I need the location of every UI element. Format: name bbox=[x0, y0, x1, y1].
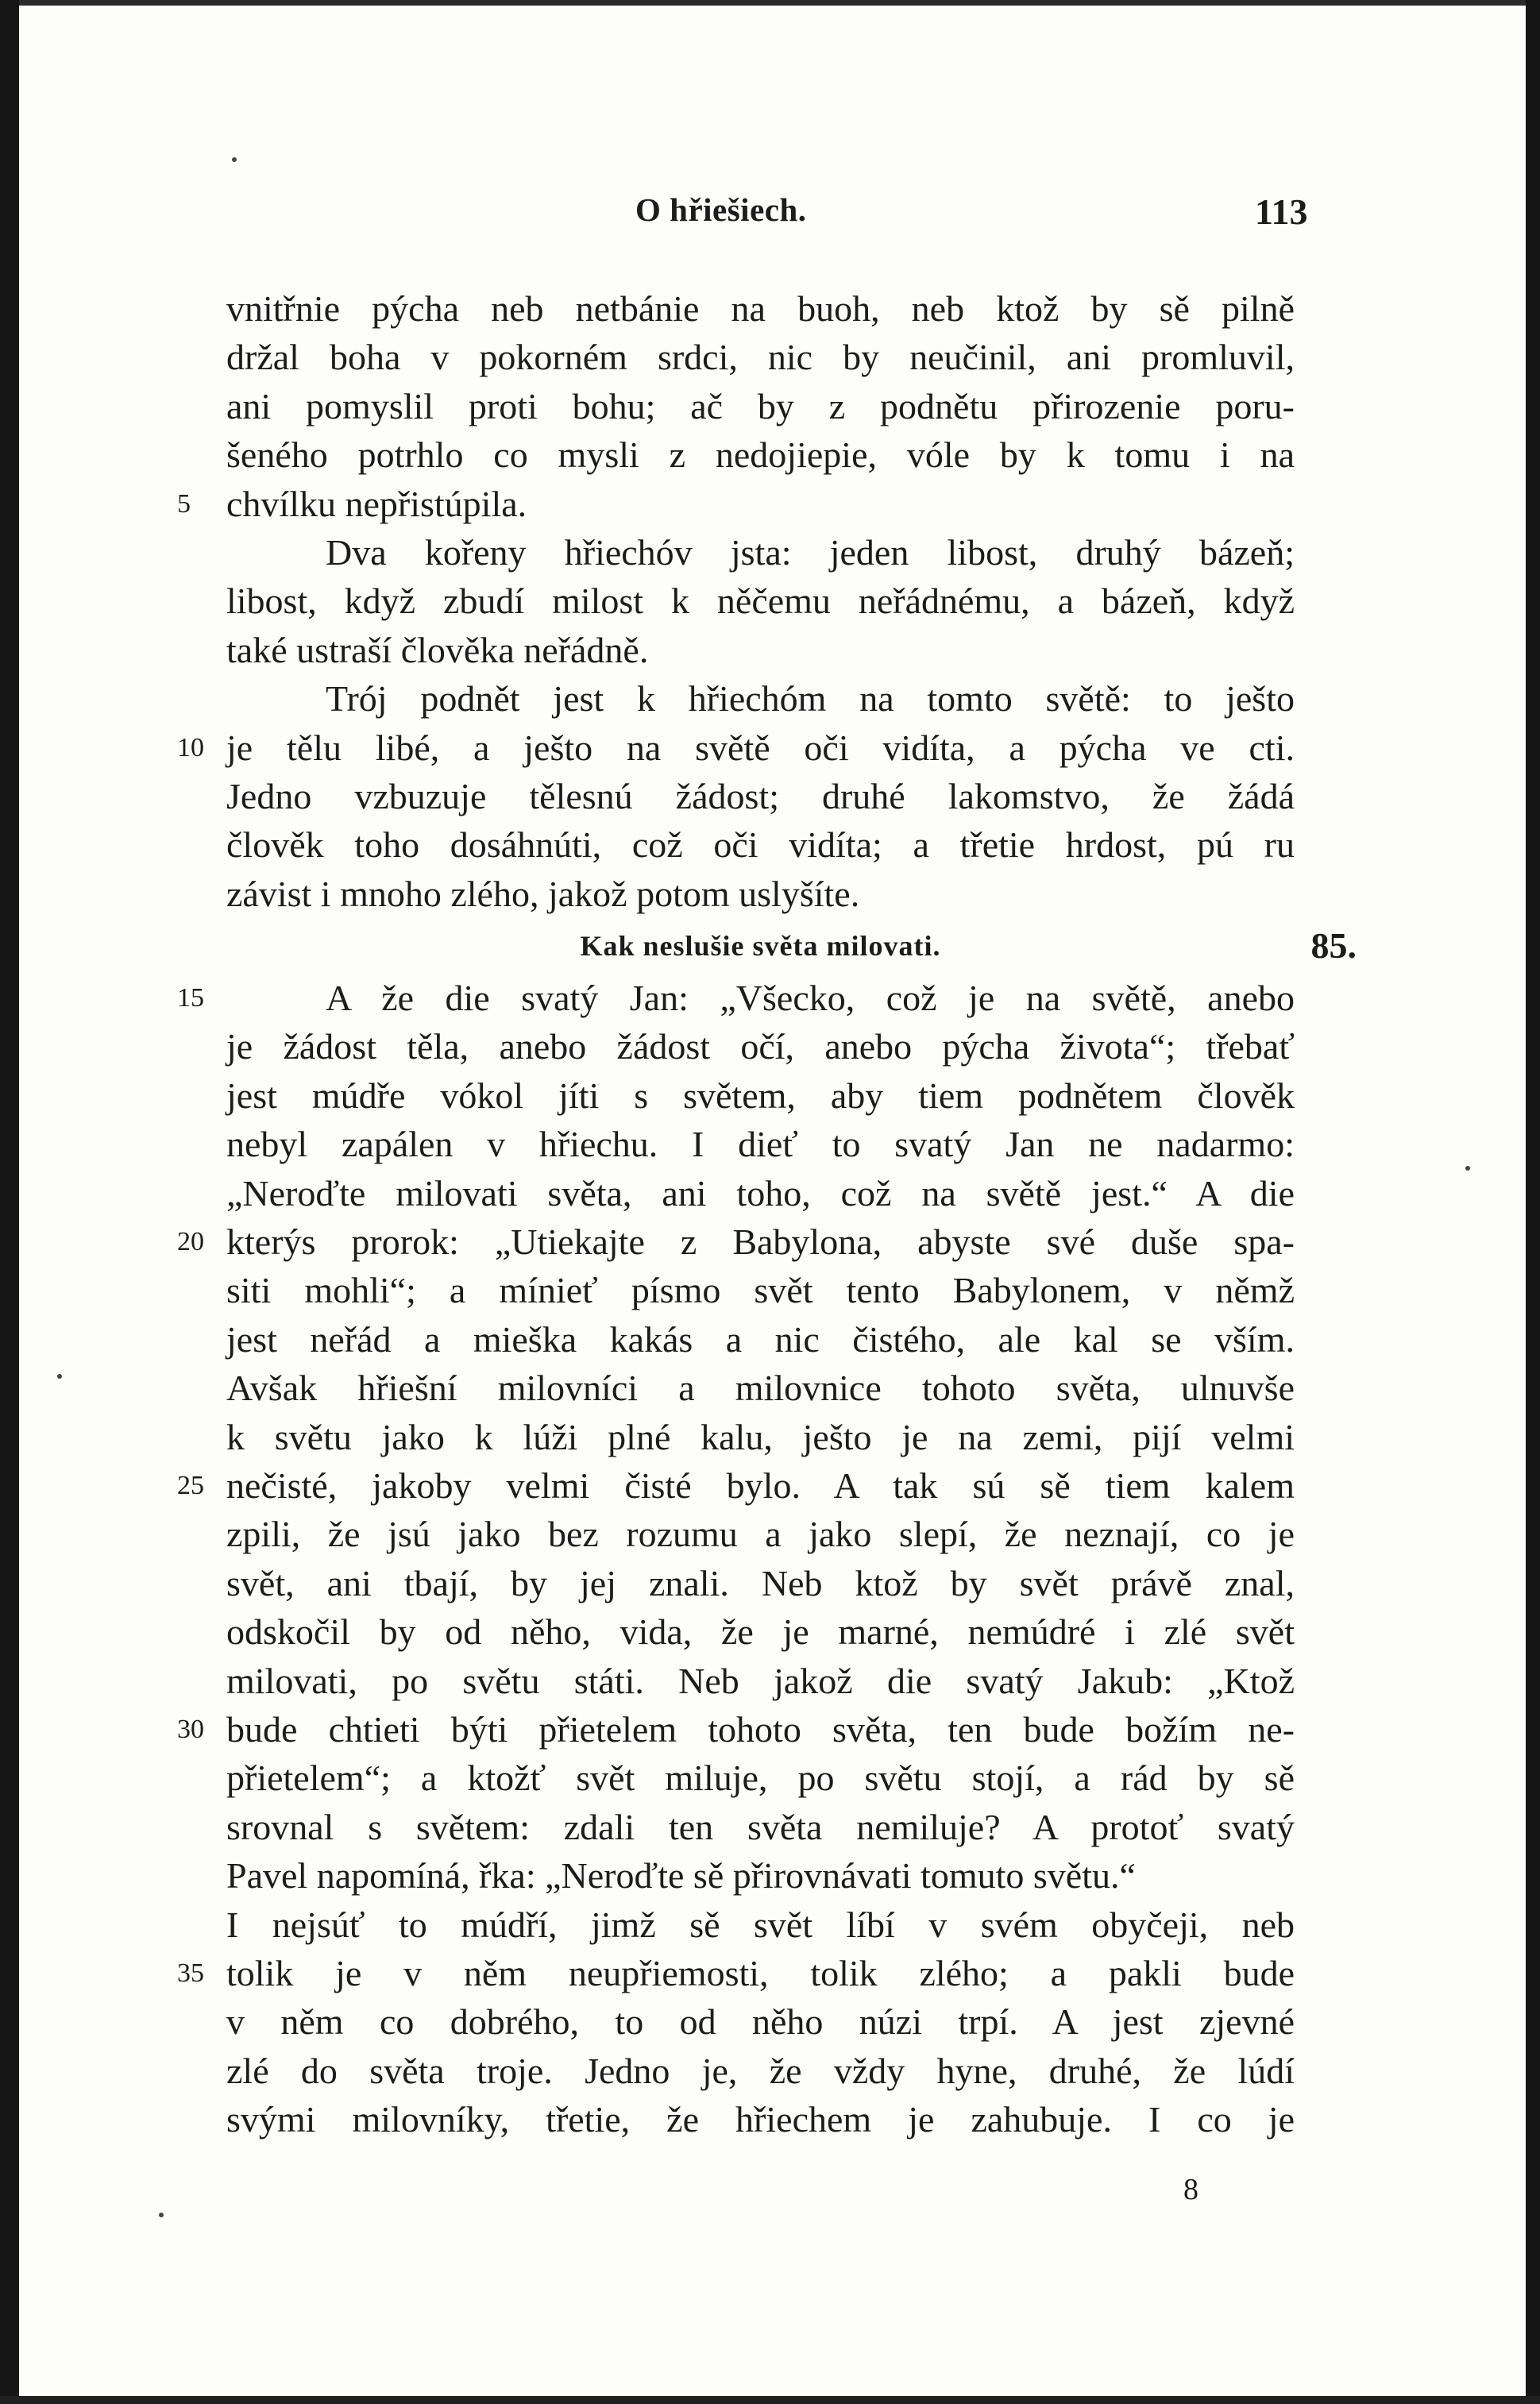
line-text: kterýs prorok: „Utiekajte z Babylona, abyste své duše spa- bbox=[226, 1221, 1295, 1263]
text-line bbox=[226, 1754, 1295, 1802]
section-heading: Kak neslušie světa milovati. bbox=[580, 930, 941, 963]
body-text bbox=[177, 284, 1357, 2144]
line-text: v něm co dobrého, to od něho núzi trpí. A jest zjevné bbox=[226, 2001, 1295, 2043]
line-text: siti mohli“; a mínieť písmo svět tento Babylonem, v němž bbox=[226, 1270, 1295, 1311]
text-line bbox=[177, 1461, 1295, 1510]
line-text: nečisté, jakoby velmi čisté bylo. A tak sú sě tiem kalem bbox=[226, 1464, 1295, 1506]
scan-speck bbox=[57, 1374, 62, 1379]
line-number: 20 bbox=[177, 1227, 204, 1257]
scan-speck bbox=[232, 157, 237, 162]
section-number: 85. bbox=[1310, 925, 1357, 967]
line-number: 5 bbox=[177, 488, 191, 519]
line-text: svými milovníky, třetie, že hřiechem je zahubuje. I co je bbox=[226, 2099, 1295, 2140]
line-text: jest neřád a mieška kakás a nic čistého, ale kal se vším. bbox=[226, 1318, 1295, 1360]
line-text: šeného potrhlo co mysli z nedojiepie, vóle by k tomu i na bbox=[226, 434, 1295, 476]
text-line bbox=[226, 820, 1295, 869]
text-line bbox=[226, 1900, 1295, 1949]
line-text: tolik je v něm neupřiemosti, tolik zlého; a pakli bude bbox=[226, 1952, 1295, 1993]
section-heading-line bbox=[226, 918, 1357, 974]
scan-edge-right bbox=[1526, 0, 1540, 2404]
scan-edge-top bbox=[0, 0, 1540, 6]
line-text: chvílku nepřistúpila. bbox=[226, 483, 527, 524]
line-text: k světu jako k lúži plné kalu, ješto je na zemi, pijí velmi bbox=[226, 1416, 1295, 1457]
scan-edge-left bbox=[0, 0, 19, 2404]
text-line bbox=[177, 724, 1295, 772]
text-line bbox=[226, 1022, 1295, 1071]
text-line bbox=[177, 1705, 1295, 1754]
line-text: A že die svatý Jan: „Všecko, což je na světě, anebo bbox=[326, 978, 1295, 1019]
line-text: ani pomyslil proti bohu; ač by z podnětu přirozenie poru- bbox=[226, 385, 1295, 426]
text-line bbox=[226, 1657, 1295, 1705]
line-text: člověk toho dosáhnúti, což oči vidíta; a třetie hrdost, pú ru bbox=[226, 824, 1295, 866]
text-line bbox=[226, 430, 1295, 479]
line-text: Avšak hřiešní milovníci a milovnice tohoto světa, ulnuvše bbox=[226, 1368, 1295, 1409]
scan-speck bbox=[159, 2213, 164, 2217]
line-text: Pavel napomíná, řka: „Neroďte sě přirovnávati tomuto světu.“ bbox=[226, 1855, 1136, 1897]
text-line bbox=[226, 1510, 1295, 1558]
line-text: přietelem“; a ktožť svět miluje, po světu stojí, a rád by sě bbox=[226, 1758, 1295, 1799]
text-line bbox=[226, 1120, 1295, 1168]
text-line bbox=[226, 772, 1295, 820]
line-text: odskočil by od něho, vida, že je marné, nemúdré i zlé svět bbox=[226, 1611, 1295, 1653]
line-text: je tělu libé, a ješto na světě oči vidíta, a pýcha ve cti. bbox=[226, 727, 1295, 768]
line-text: zlé do světa troje. Jedno je, že vždy hyne, druhé, že lúdí bbox=[226, 2050, 1295, 2091]
line-number: 30 bbox=[177, 1714, 204, 1744]
line-text: bude chtieti býti přietelem tohoto světa, ten bude božím ne- bbox=[226, 1708, 1295, 1750]
line-text: také ustraší člověka neřádně. bbox=[226, 629, 649, 670]
line-text: srovnal s světem: zdali ten světa nemiluje? A protoť svatý bbox=[226, 1806, 1295, 1847]
text-line bbox=[177, 1217, 1295, 1266]
text-line bbox=[226, 382, 1295, 430]
text-line bbox=[177, 974, 1295, 1022]
line-text: libost, když zbudí milost k něčemu neřádnému, a bázeň, když bbox=[226, 581, 1295, 622]
line-number: 15 bbox=[177, 983, 204, 1013]
line-number: 35 bbox=[177, 1958, 204, 1988]
text-line bbox=[226, 1169, 1295, 1217]
text-line bbox=[226, 1266, 1295, 1314]
text-line bbox=[226, 1315, 1295, 1364]
line-text: vnitřnie pýcha neb netbánie na buoh, neb ktož by sě pilně bbox=[226, 288, 1295, 329]
text-line bbox=[226, 1071, 1295, 1120]
text-line bbox=[226, 1803, 1295, 1851]
line-text: je žádost těla, anebo žádost očí, anebo pýcha života“; třebať bbox=[226, 1026, 1295, 1067]
text-line bbox=[226, 1559, 1295, 1607]
text-line bbox=[226, 1851, 1295, 1900]
text-line bbox=[226, 1997, 1295, 2046]
line-text: Trój podnět jest k hřiechóm na tomto světě: to ješto bbox=[326, 678, 1295, 720]
text-line bbox=[226, 2095, 1295, 2144]
text-line bbox=[226, 1413, 1295, 1461]
text-line bbox=[226, 674, 1295, 723]
line-text: Jedno vzbuzuje tělesnú žádost; druhé lakomstvo, že žádá bbox=[226, 775, 1295, 816]
line-text: držal boha v pokorném srdci, nic by neučinil, ani promluvil, bbox=[226, 337, 1295, 378]
text-line bbox=[226, 333, 1295, 381]
text-line bbox=[226, 2047, 1295, 2095]
line-text: „Neroďte milovati světa, ani toho, což na světě jest.“ A die bbox=[226, 1172, 1295, 1214]
text-line bbox=[226, 870, 1295, 918]
line-number: 10 bbox=[177, 732, 204, 762]
running-head: O hřiešiech. bbox=[635, 191, 807, 228]
line-text: závist i mnoho zlého, jakož potom uslyšíte. bbox=[226, 873, 860, 914]
text-line bbox=[226, 1607, 1295, 1656]
text-line bbox=[226, 577, 1295, 625]
scan-speck bbox=[1465, 1166, 1470, 1171]
text-line bbox=[226, 1364, 1295, 1412]
line-number: 25 bbox=[177, 1470, 204, 1500]
line-text: zpili, že jsú jako bez rozumu a jako slepí, že neznají, co je bbox=[226, 1514, 1295, 1555]
page-number: 113 bbox=[1255, 191, 1308, 232]
line-text: Dva kořeny hřiechóv jsta: jeden libost, druhý bázeň; bbox=[326, 531, 1295, 573]
line-text: I nejsúť to múdří, jimž sě svět líbí v svém obyčeji, neb bbox=[226, 1904, 1295, 1945]
text-line bbox=[177, 1949, 1295, 1997]
line-text: nebyl zapálen v hřiechu. I dieť to svatý Jan ne nadarmo: bbox=[226, 1124, 1295, 1165]
text-line bbox=[226, 626, 1295, 674]
text-line bbox=[226, 528, 1295, 577]
text-line bbox=[226, 284, 1295, 333]
line-text: svět, ani tbají, by jej znali. Neb ktož by svět právě znal, bbox=[226, 1562, 1295, 1603]
text-line bbox=[177, 480, 1295, 528]
scan-edge-bottom bbox=[0, 2396, 1540, 2404]
line-text: jest múdře vókol jíti s světem, aby tiem podnětem člověk bbox=[226, 1075, 1295, 1116]
signature-mark: 8 bbox=[1183, 2173, 1198, 2206]
line-text: milovati, po světu státi. Neb jakož die svatý Jakub: „Ktož bbox=[226, 1660, 1295, 1701]
